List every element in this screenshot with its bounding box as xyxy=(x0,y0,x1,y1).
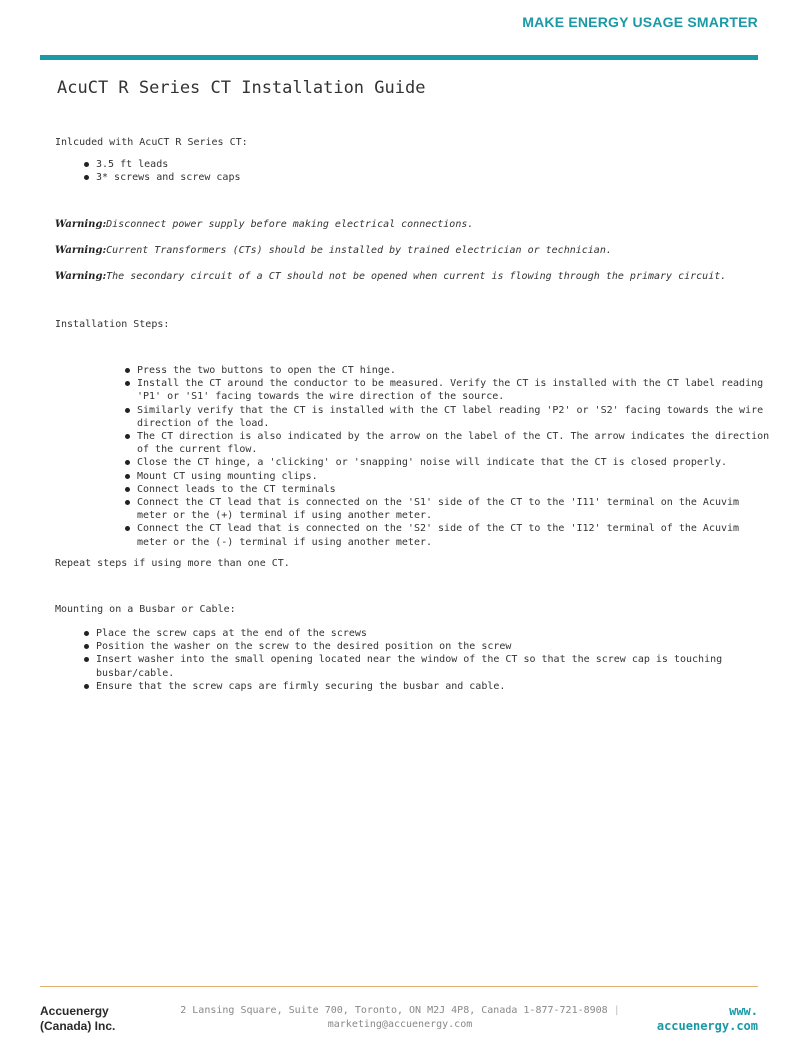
warning-2 xyxy=(55,245,612,256)
included-list xyxy=(83,158,683,184)
address-text: 2 Lansing Square, Suite 700, Toronto, ON M2J 4P8, Canada 1-877-721-8908 xyxy=(180,1005,608,1016)
list-item: 3.5 ft leads xyxy=(83,158,683,171)
footer-address xyxy=(160,1004,640,1032)
company-line-1: Accuenergy xyxy=(40,1004,109,1018)
website-line-2[interactable]: accuenergy.com xyxy=(656,1019,758,1033)
warning-label: Warning: xyxy=(55,245,107,256)
company-name xyxy=(40,1004,115,1034)
warning-text: The secondary circuit of a CT should not be opened when current is flowing through the primary circuit. xyxy=(106,271,727,282)
company-line-2: (Canada) Inc. xyxy=(40,1019,116,1033)
list-item: Close the CT hinge, a 'clicking' or 'snapping' noise will indicate that the CT is closed properly. xyxy=(124,456,770,469)
list-item: 3* screws and screw caps xyxy=(83,171,683,184)
header-divider xyxy=(40,55,758,60)
website-line-1[interactable]: www. xyxy=(729,1004,758,1018)
address-separator: | xyxy=(613,1005,620,1016)
warning-text: Disconnect power supply before making electrical connections. xyxy=(106,219,474,230)
included-heading: Inlcuded with AcuCT R Series CT: xyxy=(55,137,248,148)
list-item: Press the two buttons to open the CT hinge. xyxy=(124,364,770,377)
repeat-note: Repeat steps if using more than one CT. xyxy=(55,558,290,569)
list-item: Ensure that the screw caps are firmly securing the busbar and cable. xyxy=(83,680,783,693)
website-link[interactable] xyxy=(657,1004,758,1034)
email-link[interactable]: marketing@accuenergy.com xyxy=(327,1019,473,1030)
header-tagline: MAKE ENERGY USAGE SMARTER xyxy=(522,14,758,30)
warning-text: Current Transformers (CTs) should be installed by trained electrician or technician. xyxy=(106,245,612,256)
list-item: Connect leads to the CT terminals xyxy=(124,483,770,496)
installation-steps xyxy=(124,364,770,549)
list-item: Insert washer into the small opening located near the window of the CT so that the screw cap is touching busbar/cable. xyxy=(83,653,783,679)
mounting-heading: Mounting on a Busbar or Cable: xyxy=(55,604,236,615)
page-title: AcuCT R Series CT Installation Guide xyxy=(57,78,426,98)
list-item: Install the CT around the conductor to be measured. Verify the CT is installed with the CT label reading 'P1' or 'S1' facing towards the wire direction of the source. xyxy=(124,377,770,403)
list-item: The CT direction is also indicated by the arrow on the label of the CT. The arrow indicates the direction of the current flow. xyxy=(124,430,770,456)
list-item: Connect the CT lead that is connected on the 'S2' side of the CT to the 'I12' terminal of the Acuvim meter or the (-) terminal if using another meter. xyxy=(124,522,770,548)
list-item: Position the washer on the screw to the desired position on the screw xyxy=(83,640,783,653)
mounting-steps xyxy=(83,627,783,693)
warning-label: Warning: xyxy=(55,271,107,282)
warning-label: Warning: xyxy=(55,219,107,230)
list-item: Mount CT using mounting clips. xyxy=(124,470,770,483)
list-item: Place the screw caps at the end of the screws xyxy=(83,627,783,640)
installation-heading: Installation Steps: xyxy=(55,319,170,330)
footer-divider xyxy=(40,986,758,987)
warning-1 xyxy=(55,219,473,230)
warning-3 xyxy=(55,271,726,282)
list-item: Similarly verify that the CT is installed with the CT label reading 'P2' or 'S2' facing towards the wire direction of the load. xyxy=(124,404,770,430)
list-item: Connect the CT lead that is connected on the 'S1' side of the CT to the 'I11' terminal on the Acuvim meter or the (+) terminal if using another meter. xyxy=(124,496,770,522)
